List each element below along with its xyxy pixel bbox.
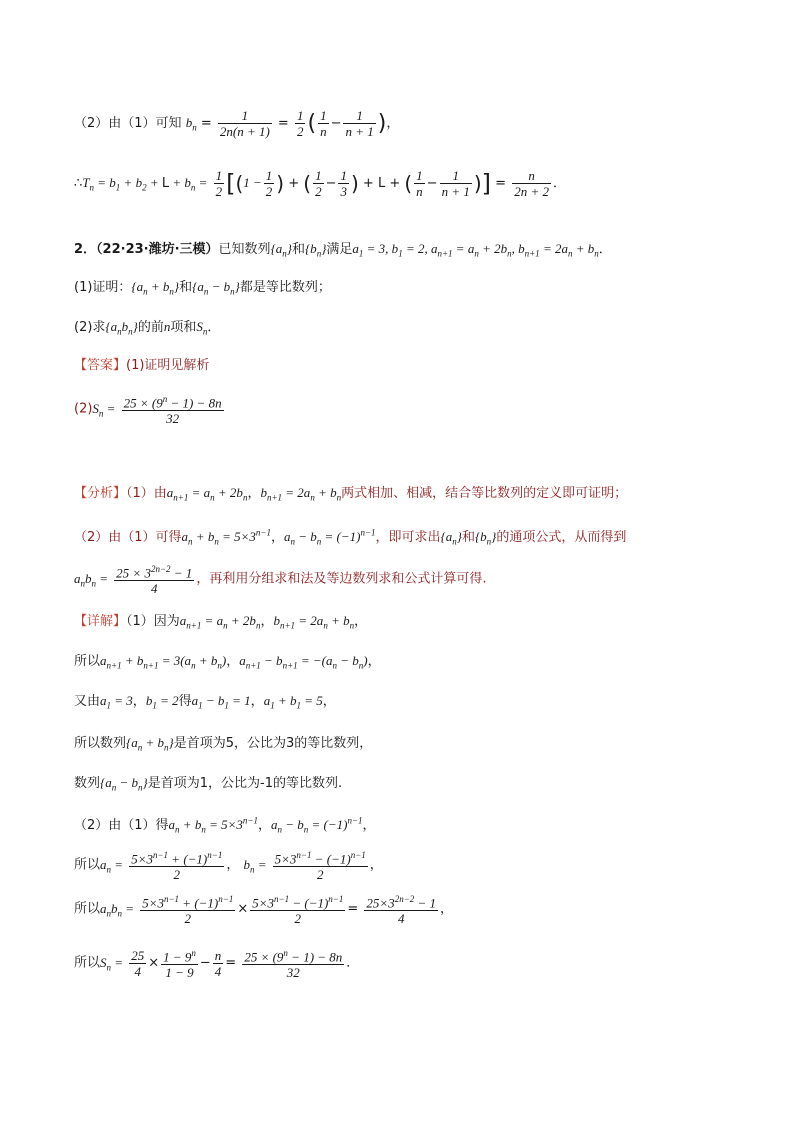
detail-line-5: 数列$\{a_n - b_n\}$是首项为1，公比为-1的等比数列.	[74, 775, 343, 793]
question-2: (2)求$\{a_nb_n\}$的前n项和$S_n$．	[74, 319, 221, 337]
T-result-num: n	[528, 168, 535, 183]
analysis-p2-b: ，即可求出	[375, 530, 441, 545]
part2-intro-comma: ，	[386, 116, 400, 131]
answer-part2-line: $(2)S_n$ = $\frac{25 \times (9^n - 1) - 8n}{32}$	[74, 394, 222, 427]
therefore-symbol: ∴	[74, 176, 83, 191]
detail-l4-c: ，公比为	[234, 736, 287, 751]
answer-part1: (1)证明见解析	[126, 358, 210, 373]
detail-l3-a: 又由	[74, 694, 101, 709]
analysis-line-2: （2）由（1）可得$a_n + b_n = 5\times 3^{n-1}$，$a_n - b_n = (-1)^{n-1}$，即可求出$\{a_n\}$和$\{b_n\}$的通项公式，从而得到	[74, 527, 627, 547]
analysis-p3-b: ，再利用分组求和法及等边数列求和公式计算可得.	[196, 571, 487, 587]
detail-l5-ratio: -1	[260, 776, 273, 791]
answer-line	[74, 354, 209, 373]
analysis-p1-b: 两式相加、相减，结合等比数列的定义即可证明；	[341, 486, 628, 501]
q2-mid: 的前	[137, 320, 164, 335]
question-1: (1)证明：$\{a_n + b_n\}$和$\{a_n - b_n\}$都是等比数列；	[74, 279, 331, 297]
q2-tail: 项和	[170, 320, 197, 335]
analysis-p2-c: 和	[461, 530, 475, 545]
detail-line-6: （2）由（1）得$a_n + b_n = 5\times 3^{n-1}$，$a_n - b_n = (-1)^{n-1}$，	[74, 815, 376, 835]
sum-T-line: $\therefore T_n = b_1 + b_2 + L + b_n$ = $\frac{1}{2}$ [(1 − $\frac{1}{2}$ ) + ( $\frac{1}{2}$ − $\frac{1}{3}$ ) + L + ( $\frac{1}{n}$ − $\frac{1}{n + 1}$ )] = $\frac{n}{2n + 2}$ ．	[74, 168, 567, 199]
T-result-den: 2n + 2	[514, 184, 549, 199]
analysis-tag: 【分析】	[74, 486, 127, 501]
q2-label: (2)求	[74, 320, 106, 335]
q1-end: 都是等比数列；	[239, 280, 331, 295]
detail-l6-a: （2）由（1）得	[74, 818, 169, 833]
detail-so-1: 所以	[74, 857, 101, 873]
q2-end: ．	[207, 320, 221, 335]
detail-line-1: 【详解】（1）因为$a_{n+1} = a_n + 2b_n$，$b_{n+1} = 2a_n + b_n$，	[74, 613, 368, 631]
problem-source: （22·23·潍坊·三模）	[96, 242, 219, 257]
problem-number: 2．	[74, 242, 97, 257]
detail-l2-a: 所以	[74, 654, 101, 669]
detail-l4-first: 5	[225, 736, 234, 751]
answer-part2-label: (2)	[74, 401, 93, 417]
detail-l5-first: 1	[199, 776, 208, 791]
problem-stem: 2．（22·23·潍坊·三模）已知数列$\{a_n\}$和$\{b_n\}$满足$a_1 = 3$, $b_1 = 2$, $a_{n+1} = a_n + 2b_n$, $b_{n+1} = 2a_n + b_n$．	[74, 241, 612, 259]
analysis-line-1: 【分析】（1）由$a_{n+1} = a_n + 2b_n$，$b_{n+1} = 2a_n + b_n$两式相加、相减，结合等比数列的定义即可证明；	[74, 485, 628, 503]
detail-l1-a: （1）因为	[126, 614, 180, 629]
q1-mid: 和	[179, 280, 193, 295]
detail-line-4: 所以数列$\{a_n + b_n\}$是首项为5，公比为3的等比数列，	[74, 735, 373, 753]
detail-so-2: 所以	[74, 901, 101, 917]
T-end: ．	[553, 176, 567, 191]
detail-line-7: 所以$a_n$ = $\frac{5\times 3^{n-1} + (-1)^{n-1}}{2}$ ， $b_n$ = $\frac{5\times 3^{n-1} - (-1)^{n-1}}{2}$ ，	[74, 850, 383, 883]
detail-l5-c: ，公比为	[208, 776, 261, 791]
analysis-p2-a: （2）由（1）可得	[74, 530, 182, 545]
analysis-p2-d: 的通项公式，从而得到	[496, 530, 627, 545]
detail-l5-a: 数列	[74, 776, 101, 791]
detail-tag: 【详解】	[74, 614, 127, 629]
analysis-line-3: $a_nb_n$ = $\frac{25 \times 3^{2n-2} - 1}{4}$ ，再利用分组求和法及等边数列求和公式计算可得.	[74, 564, 487, 597]
answer-tag: 【答案】	[74, 358, 127, 373]
stem-satisfy: 满足	[326, 242, 353, 257]
detail-l5-b: 是首项为	[147, 776, 200, 791]
stem-end: ．	[598, 242, 612, 257]
analysis-p1-a: （1）由	[126, 486, 167, 501]
stem-text-a: 已知数列	[218, 242, 271, 257]
detail-l4-a: 所以数列	[74, 736, 127, 751]
detail-so-3: 所以	[74, 955, 101, 971]
part2-intro-line: （2）由（1）可知 $b_n$ = $\frac{1}{2n(n + 1)}$ = $\frac{1}{2}$ ( $\frac{1}{n}$ − $\frac{1}{n + 1}$ )，	[74, 108, 400, 139]
detail-line-8: 所以$a_nb_n$ = $\frac{5\times 3^{n-1} + (-1)^{n-1}}{2}$ × $\frac{5\times 3^{n-1} - (-1)^{n-1}}{2}$ = $\frac{25\times 3^{2n-2} - 1}{4}$ ，	[74, 894, 454, 927]
ellipsis-mark: L	[161, 176, 170, 191]
part2-intro-label: （2）由（1）可知	[74, 116, 182, 131]
detail-l4-ratio: 3	[286, 736, 295, 751]
detail-line-2: 所以$a_{n+1} + b_{n+1} = 3(a_n + b_n)$，$a_{n+1} - b_{n+1} = -(a_n - b_n)$，	[74, 653, 381, 671]
detail-l4-b: 是首项为	[173, 736, 226, 751]
stem-and: 和	[291, 242, 305, 257]
detail-l3-b: 得	[178, 694, 192, 709]
q1-label: (1)证明：	[74, 280, 132, 295]
detail-line-3: 又由$a_1 = 3$，$b_1 = 2$得$a_1 - b_1 = 1$，$a_1 + b_1 = 5$，	[74, 693, 336, 711]
detail-line-9: 所以$S_n$ = $\frac{25}{4}$ × $\frac{1 - 9^n}{1 - 9}$ − $\frac{n}{4}$ = $\frac{25 \times (9^n - 1) - 8n}{32}$ ．	[74, 947, 360, 981]
detail-l4-d: 的等比数列，	[294, 736, 373, 751]
detail-l5-d: 的等比数列.	[272, 776, 343, 791]
